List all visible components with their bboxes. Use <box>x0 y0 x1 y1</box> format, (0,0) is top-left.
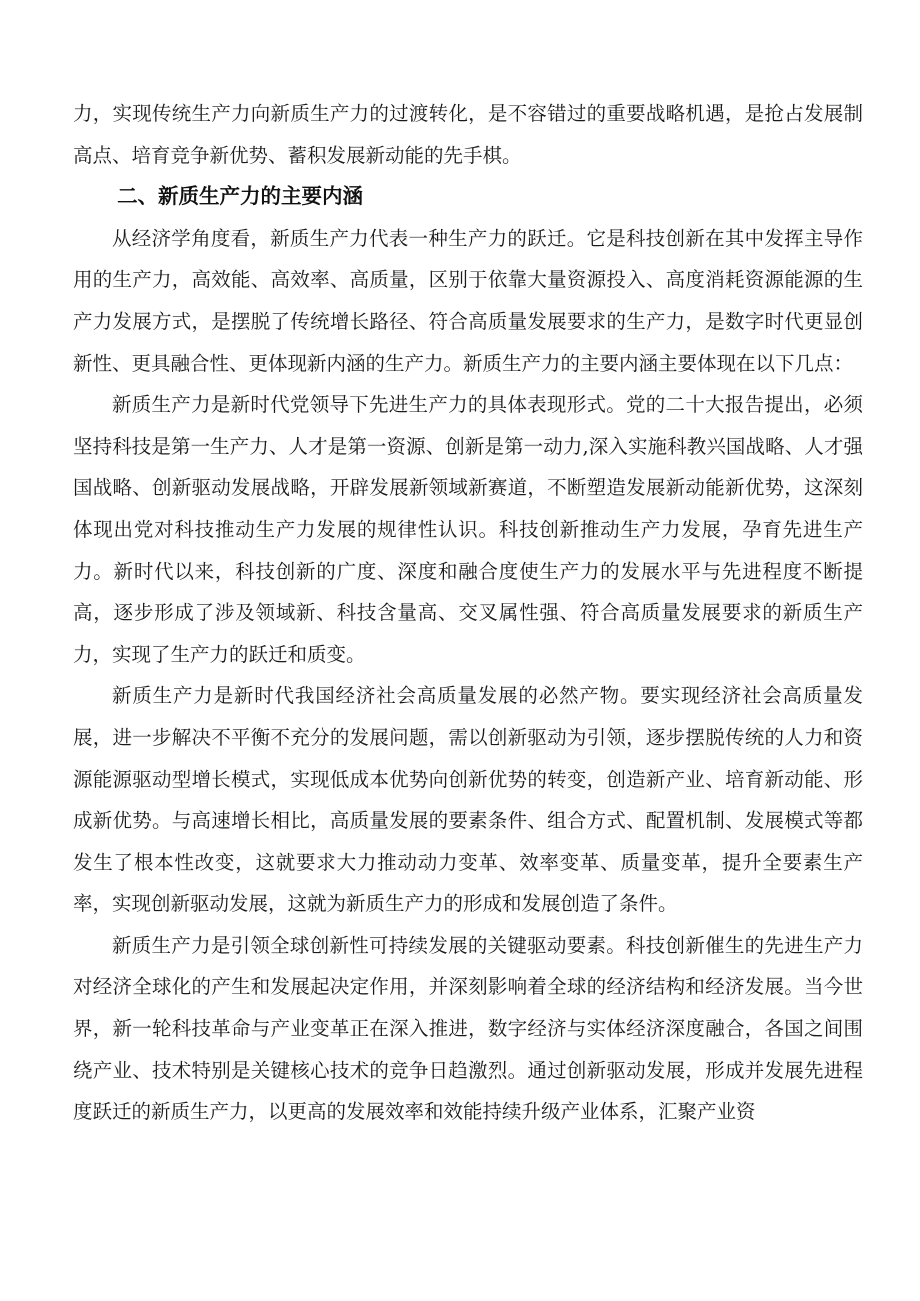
paragraph-global-innovation: 新质生产力是引领全球创新性可持续发展的关键驱动要素。科技创新催生的先进生产力对经济全球化的产生和发展起决定作用，并深刻影响着全球的经济结构和经济发展。当今世界，新一轮科技革命与产业变革正在深入推进，数字经济与实体经济深度融合，各国之间围绕产业、技术特别是关键核心技术的竞争日趋激烈。通过创新驱动发展，形成并发展先进程度跃迁的新质生产力，以更高的发展效率和效能持续升级产业体系，汇聚产业资 <box>73 933 863 1124</box>
continuation-paragraph: 力，实现传统生产力向新质生产力的过渡转化，是不容错过的重要战略机遇，是抢占发展制高点、培育竞争新优势、蓄积发展新动能的先手棋。 <box>73 102 863 167</box>
section-heading: 二、新质生产力的主要内涵 <box>117 184 364 209</box>
document-body <box>73 93 863 1133</box>
paragraph-economic-perspective: 从经济学角度看，新质生产力代表一种生产力的跃迁。它是科技创新在其中发挥主导作用的生产力，高效能、高效率、高质量，区别于依靠大量资源投入、高度消耗资源能源的生产力发展方式，是摆脱了传统增长路径、符合高质量发展要求的生产力，是数字时代更显创新性、更具融合性、更体现新内涵的生产力。新质生产力的主要内涵主要体现在以下几点： <box>73 226 863 375</box>
paragraph-high-quality-development: 新质生产力是新时代我国经济社会高质量发展的必然产物。要实现经济社会高质量发展，进一步解决不平衡不充分的发展问题，需以创新驱动为引领，逐步摆脱传统的人力和资源能源驱动型增长模式，实现低成本优势向创新优势的转变，创造新产业、培育新动能、形成新优势。与高速增长相比，高质量发展的要素条件、组合方式、配置机制、发展模式等都发生了根本性改变，这就要求大力推动动力变革、效率变革、质量变革，提升全要素生产率，实现创新驱动发展，这就为新质生产力的形成和发展创造了条件。 <box>73 684 863 916</box>
paragraph-advanced-productivity: 新质生产力是新时代党领导下先进生产力的具体表现形式。党的二十大报告提出，必须坚持科技是第一生产力、人才是第一资源、创新是第一动力,深入实施科教兴国战略、人才强国战略、创新驱动发展战略，开辟发展新领域新赛道，不断塑造发展新动能新优势，这深刻体现出党对科技推动生产力发展的规律性认识。科技创新推动生产力发展，孕育先进生产力。新时代以来，科技创新的广度、深度和融合度使生产力的发展水平与先进程度不断提高，逐步形成了涉及领域新、科技含量高、交叉属性强、符合高质量发展要求的新质生产力，实现了生产力的跃迁和质变。 <box>73 393 863 666</box>
